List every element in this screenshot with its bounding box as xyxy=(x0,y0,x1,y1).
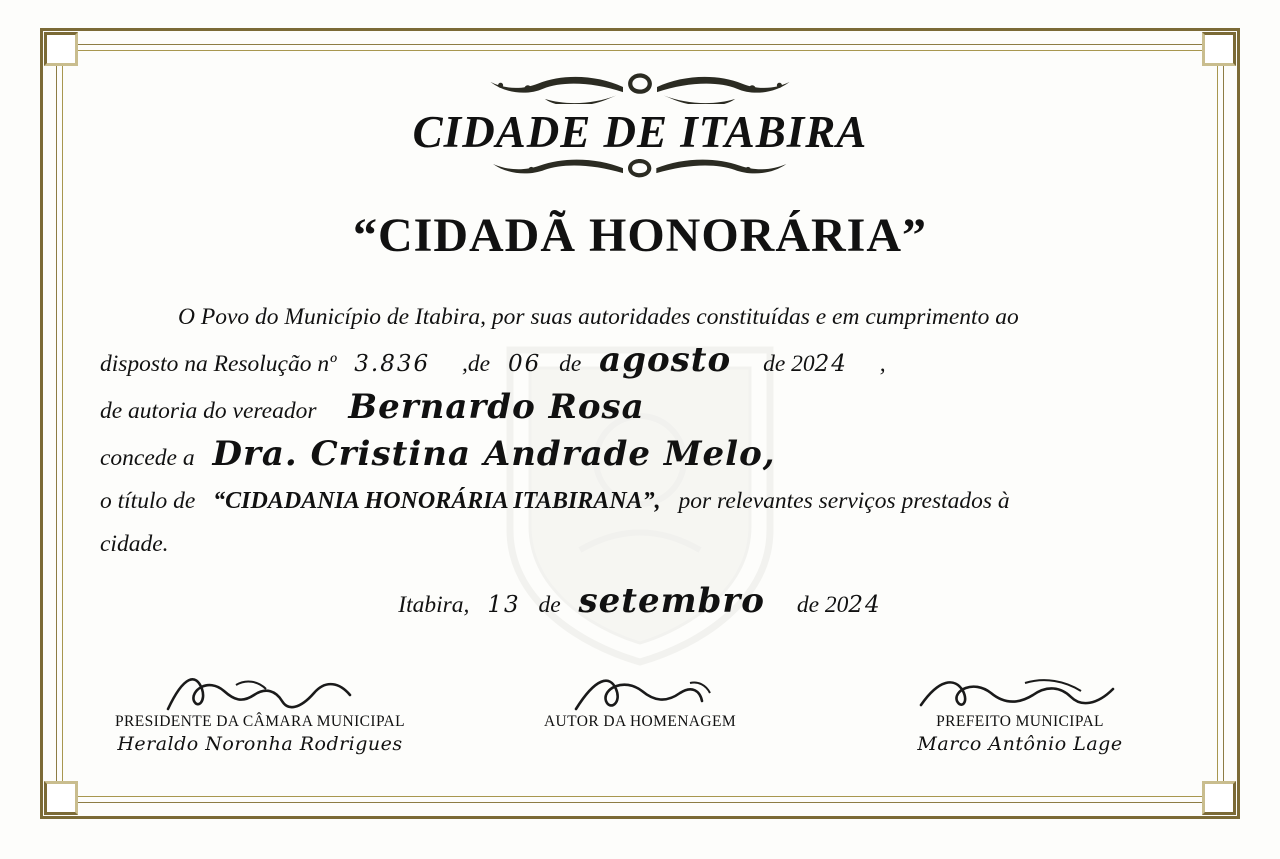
de-20-label-1: de 20 xyxy=(763,351,815,377)
signature-author xyxy=(470,667,810,733)
corner-ornament-bottom-left xyxy=(44,781,78,815)
honoree-name: Dra. Cristina Andrade Melo, xyxy=(212,434,776,474)
signature-name-president: Heraldo Noronha Rodrigues xyxy=(117,733,403,755)
place-de-20: de 20 xyxy=(796,592,849,618)
body-line-1: O Povo do Município de Itabira, por suas autoridades constituídas e em cumprimento ao xyxy=(178,304,1019,330)
concede-label: concede a xyxy=(100,445,195,471)
resolution-number: 3.836 xyxy=(354,351,431,377)
resolution-comma-de: ,de xyxy=(462,351,491,377)
corner-ornament-top-right xyxy=(1202,32,1236,66)
place-city: Itabira, xyxy=(398,592,470,618)
body-line-6: cidade. xyxy=(100,531,169,557)
corner-ornament-bottom-right xyxy=(1202,781,1236,815)
resolution-year-suffix: 24 xyxy=(814,351,848,377)
signature-block xyxy=(90,667,1190,787)
de-word-1: de xyxy=(559,351,582,377)
councilman-label: de autoria do vereador xyxy=(100,398,317,424)
body-line-4 xyxy=(100,434,1180,479)
resolution-month: agosto xyxy=(599,340,732,380)
signature-mark-author xyxy=(470,667,810,713)
certificate-body xyxy=(100,297,1180,626)
place-de-1: de xyxy=(538,592,561,618)
honor-title-label: o título de xyxy=(100,488,196,514)
signature-mayor xyxy=(850,667,1190,755)
signature-role-president: PRESIDENTE DA CÂMARA MUNICIPAL xyxy=(114,713,406,730)
signature-role-author: AUTOR DA HOMENAGEM xyxy=(543,713,737,730)
ornamental-flourish-bottom xyxy=(423,154,856,184)
honor-title-suffix: por relevantes serviços prestados à xyxy=(678,488,1010,514)
trailing-comma: , xyxy=(879,351,886,377)
place-day: 13 xyxy=(487,592,521,618)
resolution-label: disposto na Resolução nº xyxy=(100,351,337,377)
body-line-5 xyxy=(100,481,1180,522)
place-year-suffix: 24 xyxy=(848,592,882,618)
signature-mark-president xyxy=(90,667,430,713)
award-title: “CIDADÃ HONORÁRIA” xyxy=(352,209,927,262)
place-and-date xyxy=(100,581,1180,626)
place-month: setembro xyxy=(578,581,765,621)
corner-ornament-top-left xyxy=(44,32,78,66)
ornamental-flourish-top xyxy=(419,70,861,104)
city-title: CIDADE DE ITABIRA xyxy=(412,107,868,157)
honor-title: “CIDADANIA HONORÁRIA ITABIRANA”, xyxy=(213,488,661,514)
resolution-day: 06 xyxy=(507,351,542,377)
signature-mark-mayor xyxy=(850,667,1190,713)
signature-president xyxy=(90,667,430,755)
body-line-3 xyxy=(100,387,1180,432)
body-line-2 xyxy=(100,340,1180,385)
signature-name-mayor: Marco Antônio Lage xyxy=(917,733,1123,755)
signature-role-mayor: PREFEITO MUNICIPAL xyxy=(936,713,1104,730)
councilman-name: Bernardo Rosa xyxy=(348,387,645,427)
